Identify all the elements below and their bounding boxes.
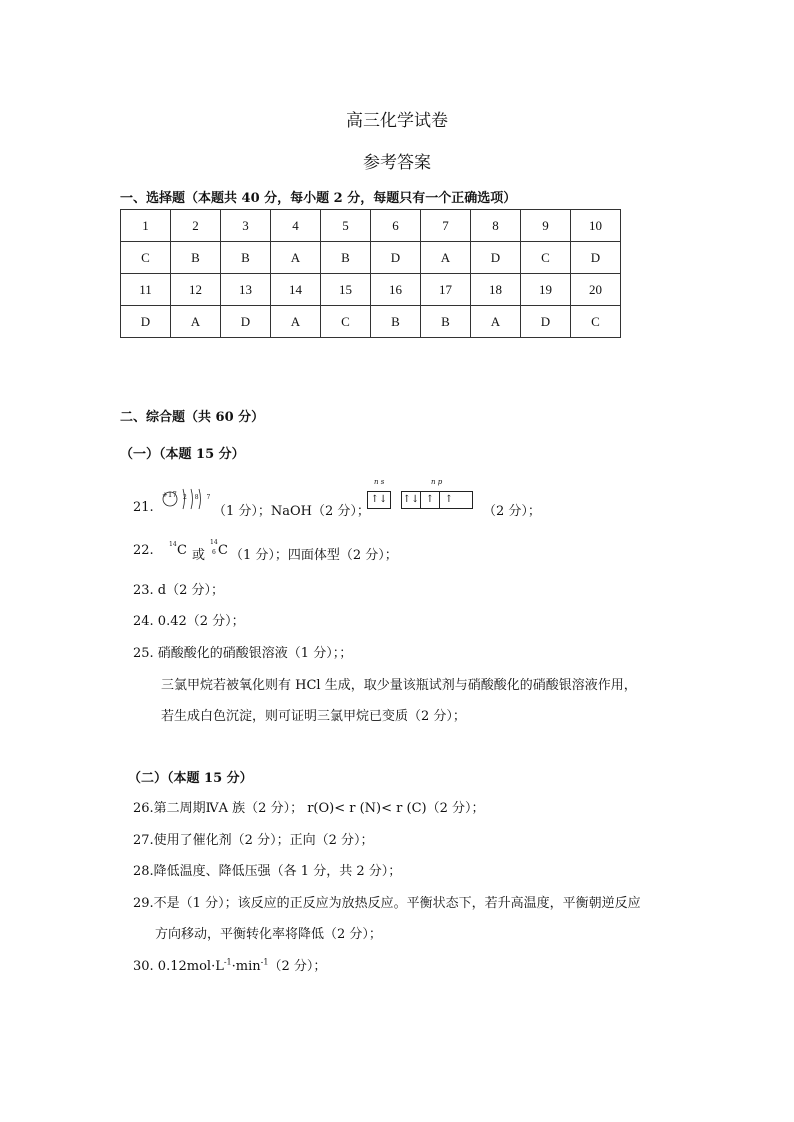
table-cell: 13 — [221, 274, 271, 306]
isotope2-mass: 14 — [210, 539, 218, 546]
q27-text: 27.使用了催化剂（2 分）；正向（2 分）； — [133, 833, 374, 848]
np-orbital-box — [401, 491, 473, 509]
q28-text: 28.降低温度、降低压强（各 1 分，共 2 分）； — [133, 864, 402, 879]
table-cell: D — [521, 306, 571, 338]
table-cell: A — [271, 242, 321, 274]
ns-label: n s — [374, 478, 385, 486]
table-cell: 5 — [321, 210, 371, 242]
table-cell: 1 — [121, 210, 171, 242]
page-title: 高三化学试卷 — [346, 111, 448, 131]
table-cell: 4 — [271, 210, 321, 242]
table-cell: A — [471, 306, 521, 338]
q25-line3: 若生成白色沉淀，则可证明三氯甲烷已变质（2 分）； — [161, 709, 466, 724]
q25-text: 25. 硝酸酸化的硝酸银溶液（1 分）；； — [133, 646, 353, 661]
q22-text: （1 分）；四面体型（2 分）； — [230, 548, 398, 563]
table-cell: C — [571, 306, 621, 338]
np-orbital-cell: ↑ — [421, 492, 440, 508]
table-cell: 20 — [571, 274, 621, 306]
q30-value: 30. 0.12mol·L — [133, 959, 224, 974]
table-row — [121, 274, 621, 306]
np-orbital-cell: ↑↓ — [402, 492, 421, 508]
table-cell: D — [221, 306, 271, 338]
part1-heading: （一）（本题 15 分） — [120, 447, 245, 462]
table-cell: 15 — [321, 274, 371, 306]
table-row — [121, 242, 621, 274]
table-cell: D — [471, 242, 521, 274]
isotope1-symbol: C — [177, 543, 187, 558]
q29-text: 29.不是（1 分）；该反应的正反应为放热反应。平衡状态下，若升高温度，平衡朝逆反应 — [133, 896, 641, 911]
isotope2-symbol: C — [218, 543, 228, 558]
table-cell: 6 — [371, 210, 421, 242]
section1-heading: 一、选择题（本题共 40 分，每小题 2 分，每题只有一个正确选项） — [120, 191, 517, 206]
q30-exponent-1: -1 — [223, 957, 232, 967]
ns-orbital-box — [367, 491, 391, 509]
q26-text: 26.第二周期ⅣA 族（2 分）； r(O)< r (N)< r (C)（2 分）； — [133, 801, 485, 816]
table-cell: 10 — [571, 210, 621, 242]
table-cell: B — [321, 242, 371, 274]
q30-exponent-2: -1 — [260, 957, 269, 967]
table-cell: 7 — [421, 210, 471, 242]
q24-text: 24. 0.42（2 分）； — [133, 614, 245, 629]
table-cell: 17 — [421, 274, 471, 306]
table-cell: B — [221, 242, 271, 274]
atom-nucleus-charge: +17 — [162, 491, 177, 499]
table-cell: 16 — [371, 274, 421, 306]
q30-mid: ·min — [231, 959, 261, 974]
table-cell: B — [371, 306, 421, 338]
table-cell: C — [521, 242, 571, 274]
table-cell: 8 — [471, 210, 521, 242]
np-label: n p — [431, 478, 443, 486]
np-orbital-cell: ↑ — [444, 494, 454, 505]
table-cell: 11 — [121, 274, 171, 306]
table-cell: C — [121, 242, 171, 274]
q21-number: 21. — [133, 500, 154, 515]
table-cell: 19 — [521, 274, 571, 306]
q30-text — [133, 955, 326, 974]
table-row — [121, 210, 621, 242]
q25-line2: 三氯甲烷若被氧化则有 HCl 生成，取少量该瓶试剂与硝酸酸化的硝酸银溶液作用， — [161, 678, 637, 693]
atom-shell-electrons: 2 8 7 — [183, 494, 214, 501]
table-cell: D — [571, 242, 621, 274]
q21-text-b: （2 分）； — [483, 504, 541, 519]
q30-tail: （2 分）； — [268, 959, 327, 974]
or-word: 或 — [192, 548, 206, 563]
q29-line2: 方向移动，平衡转化率将降低（2 分）； — [155, 927, 382, 942]
page-subtitle: 参考答案 — [363, 153, 431, 173]
ns-orbital-cell: ↑↓ — [370, 494, 388, 505]
answer-table — [120, 209, 621, 338]
table-cell: A — [171, 306, 221, 338]
isotope2-atomic-number: 6 — [212, 549, 216, 556]
table-cell: B — [421, 306, 471, 338]
table-cell: C — [321, 306, 371, 338]
section2-heading: 二、综合题（共 60 分） — [120, 410, 265, 425]
isotope1-mass: 14 — [169, 541, 177, 548]
table-cell: D — [371, 242, 421, 274]
part2-heading: （二）（本题 15 分） — [128, 771, 253, 786]
table-cell: 14 — [271, 274, 321, 306]
table-cell: 3 — [221, 210, 271, 242]
q22-number: 22. — [133, 543, 154, 558]
table-cell: D — [121, 306, 171, 338]
q21-text-a: （1 分）；NaOH（2 分）； — [213, 504, 370, 519]
q23-text: 23. d（2 分）； — [133, 583, 225, 598]
table-cell: 18 — [471, 274, 521, 306]
table-cell: B — [171, 242, 221, 274]
table-row — [121, 306, 621, 338]
table-cell: A — [271, 306, 321, 338]
table-cell: 2 — [171, 210, 221, 242]
table-cell: A — [421, 242, 471, 274]
table-cell: 9 — [521, 210, 571, 242]
table-cell: 12 — [171, 274, 221, 306]
